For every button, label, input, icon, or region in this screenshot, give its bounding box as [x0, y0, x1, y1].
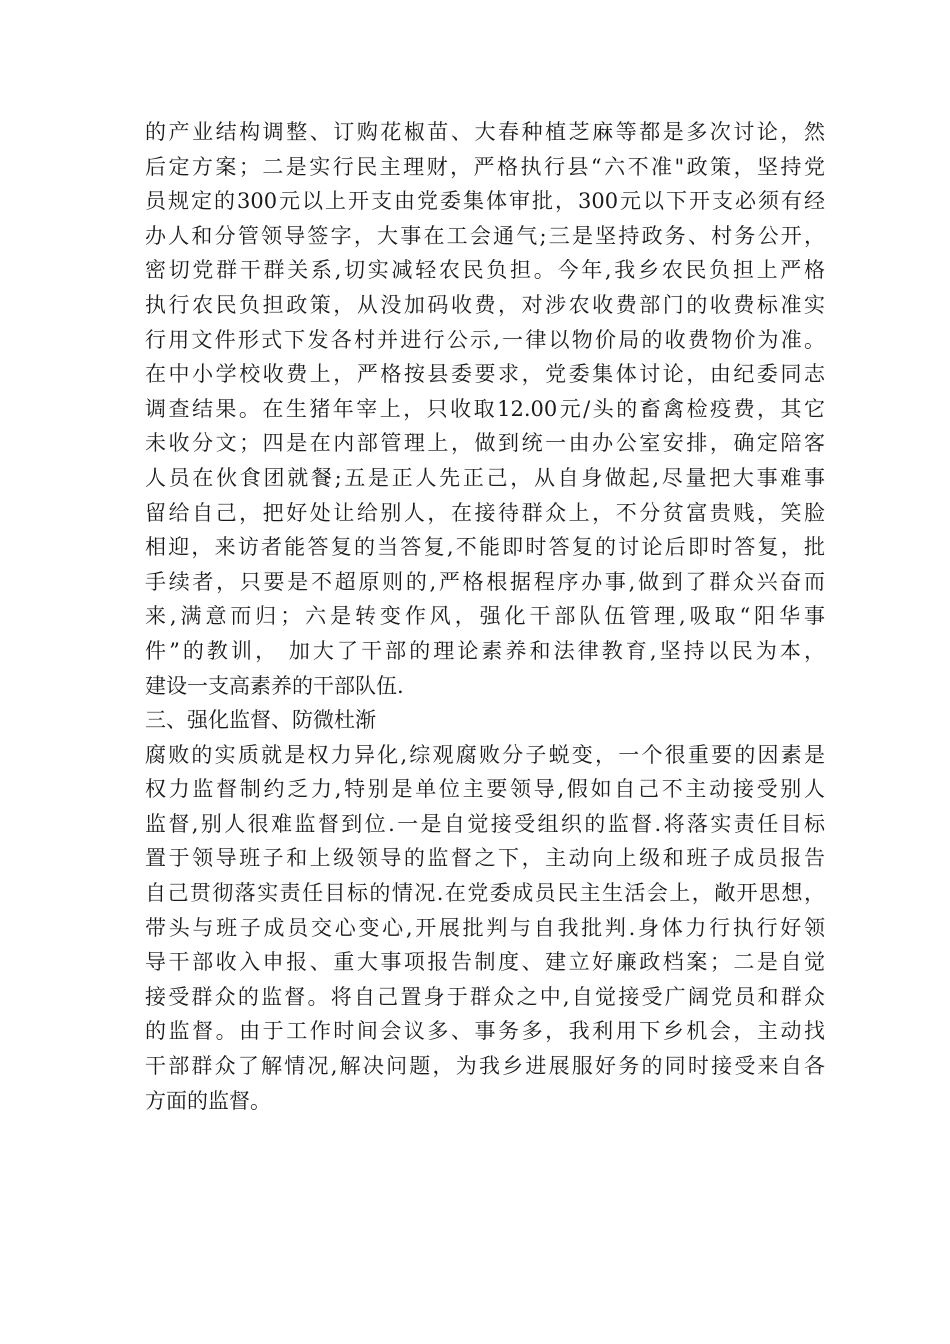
text-line: 件”的教训， 加大了干部的理论素养和法律教育,坚持以民为本， — [145, 638, 825, 663]
body-text — [145, 115, 825, 1118]
text-line: 来,满意而归；六是转变作风，强化干部队伍管理,吸取“阳华事 — [145, 604, 825, 629]
text-line: 密切党群干群关系,切实减轻农民负担。今年,我乡农民负担上严格 — [145, 258, 825, 283]
text-line: 在中小学校收费上，严格按县委要求，党委集体讨论，由纪委同志 — [145, 362, 825, 387]
text-line: 腐败的实质就是权力异化,综观腐败分子蜕变，一个很重要的因素是 — [145, 742, 825, 767]
text-line: 监督,别人很难监督到位.一是自觉接受组织的监督.将落实责任目标 — [145, 811, 825, 836]
text-line: 执行农民负担政策，从没加码收费，对涉农收费部门的收费标准实 — [145, 292, 825, 317]
text-line: 置于领导班子和上级领导的监督之下，主动向上级和班子成员报告 — [145, 846, 825, 871]
text-line: 办人和分管领导签字，大事在工会通气;三是坚持政务、村务公开， — [145, 223, 825, 248]
text-line: 的产业结构调整、订购花椒苗、大春种植芝麻等都是多次讨论，然 — [145, 120, 825, 144]
text-line: 自己贯彻落实责任目标的情况.在党委成员民主生活会上，敞开思想， — [145, 881, 825, 906]
text-line: 员规定的300元以上开支由党委集体审批，300元以下开支必须有经 — [145, 189, 825, 214]
text-line: 人员在伙食团就餐;五是正人先正己，从自身做起,尽量把大事难事 — [145, 465, 825, 490]
text-line: 接受群众的监督。将自己置身于群众之中,自觉接受广阔党员和群众 — [145, 984, 825, 1009]
text-line: 干部群众了解情况,解决问题，为我乡进展服好务的同时接受来自各 — [145, 1054, 825, 1079]
text-line: 调查结果。在生猪年宰上，只收取12.00元/头的畜禽检疫费，其它 — [145, 396, 825, 421]
paragraph-end-line: 方面的监督。 — [145, 1088, 271, 1113]
text-line: 的监督。由于工作时间会议多、事务多，我利用下乡机会，主动找 — [145, 1019, 825, 1044]
text-line: 行用文件形式下发各村并进行公示,一律以物价局的收费物价为准。 — [145, 327, 825, 352]
text-line: 相迎，来访者能答复的当答复,不能即时答复的讨论后即时答复，批 — [145, 535, 825, 560]
text-line: 未收分文；四是在内部管理上，做到统一由办公室安排，确定陪客 — [145, 431, 825, 456]
text-line: 带头与班子成员交心变心,开展批判与自我批判.身体力行执行好领 — [145, 915, 825, 940]
paragraph-end-line: 建设一支高素养的干部队伍. — [145, 673, 404, 698]
text-line: 导干部收入申报、重大事项报告制度、建立好廉政档案；二是自觉 — [145, 950, 825, 975]
text-line: 后定方案；二是实行民主理财，严格执行县“六不准"政策，坚持党 — [145, 154, 825, 179]
text-line: 留给自己，把好处让给别人，在接待群众上，不分贫富贵贱，笑脸 — [145, 500, 825, 525]
text-line: 手续者，只要是不超原则的,严格根据程序办事,做到了群众兴奋而 — [145, 569, 825, 594]
text-line: 权力监督制约乏力,特别是单位主要领导,假如自己不主动接受别人 — [145, 777, 825, 802]
section-heading: 三、强化监督、防微杜渐 — [145, 708, 376, 733]
